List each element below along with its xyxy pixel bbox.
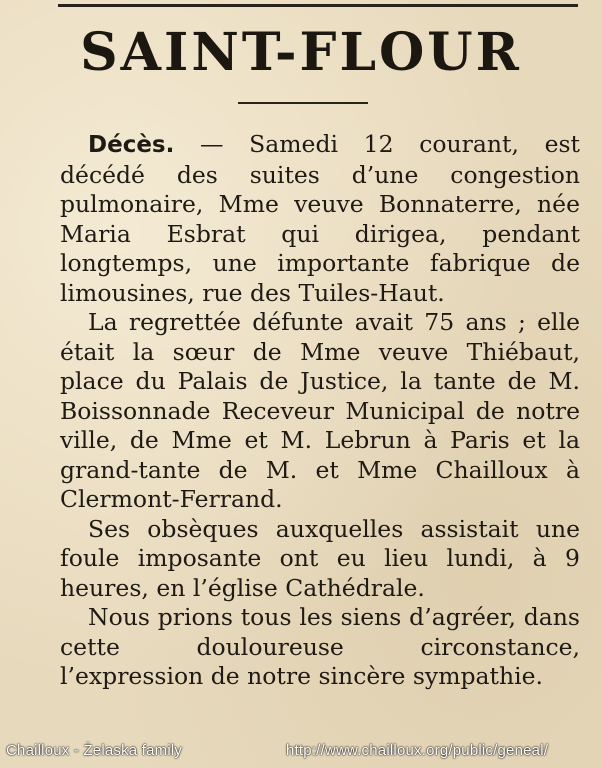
article-kicker: Décès. <box>88 132 175 158</box>
obituary-article <box>60 130 580 692</box>
article-paragraph-2: La regrettée défunte avait 75 ans ; elle était la sœur de Mme veuve Thiébaut, place du Palais de Justice, la tante de M. Boissonnade Receveur Municipal de notre ville, de Mme et M. Lebrun à Paris et la grand-tante de M. et Mme Chailloux à Clermont-Ferrand. <box>60 308 580 513</box>
watermark-bar <box>0 738 602 768</box>
top-rule <box>58 4 578 7</box>
article-paragraph-4: Nous prions tous les siens d’agréer, dans cette douloureuse circonstance, l’expression de notre sincère sympathie. <box>60 603 580 690</box>
section-heading: SAINT-FLOUR <box>80 22 522 83</box>
watermark-url: http://www.chailloux.org/public/geneal/ <box>286 742 549 759</box>
article-paragraph-1-text: — Samedi 12 courant, est décédé des suites d’une congestion pulmonaire, Mme veuve Bonnaterre, née Maria Esbrat qui dirigea, pendant longtemps, une importante fabrique de limousines, rue des Tuiles-Haut. <box>60 130 580 307</box>
heading-rule <box>238 102 368 104</box>
article-paragraph-1 <box>60 130 580 308</box>
watermark-family: Chailloux - Żelaska family <box>6 742 183 759</box>
article-paragraph-3: Ses obsèques auxquelles assistait une foule imposante ont eu lieu lundi, à 9 heures, en l’église Cathédrale. <box>60 514 580 602</box>
